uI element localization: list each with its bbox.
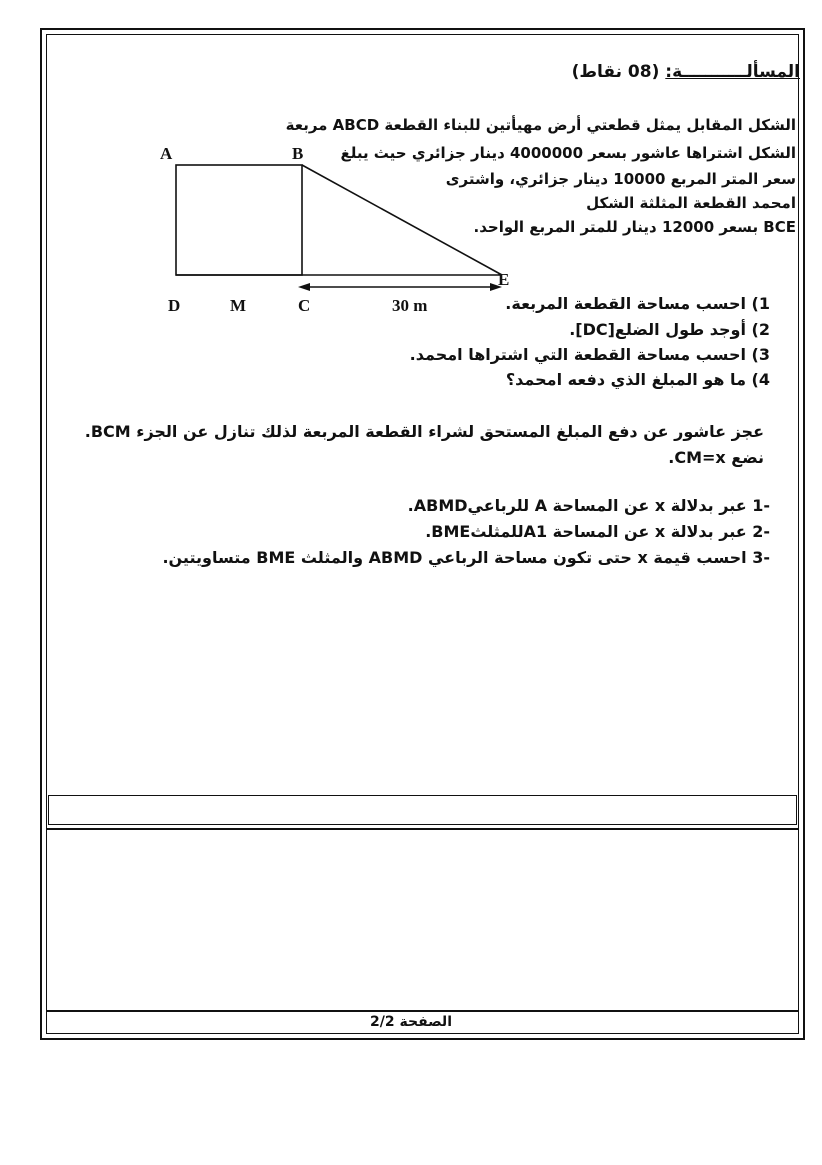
section-divider bbox=[46, 828, 799, 830]
dimension-arrow-left bbox=[298, 283, 310, 291]
question-2: 2) أوجد طول الضلع[DC]. bbox=[569, 320, 770, 339]
question-4: 4) ما هو المبلغ الذي دفعه امحمد؟ bbox=[505, 370, 770, 389]
intro-line-4: امحمد القطعة المثلثة الشكل bbox=[586, 194, 796, 212]
problem-points: (08 نقاط) bbox=[571, 62, 660, 82]
intro-line-5: BCE بسعر 12000 دينار للمتر المربع الواحد. bbox=[473, 218, 796, 236]
dimension-label: 30 m bbox=[392, 296, 428, 315]
footer-divider bbox=[46, 1010, 799, 1012]
geometry-figure bbox=[150, 140, 530, 320]
part2-item-2: -2 عبر بدلالة x عن المساحة A1للمثلثBME. bbox=[425, 522, 770, 541]
label-a: A bbox=[160, 144, 173, 163]
problem-title bbox=[572, 62, 800, 82]
label-m: M bbox=[230, 296, 247, 315]
intro-line-3: سعر المتر المربع 10000 دينار جزائري، واشترى bbox=[445, 170, 796, 188]
label-e: E bbox=[498, 270, 510, 289]
part2-item-1: -1 عبر بدلالة x عن المساحة A للرباعيABMD. bbox=[407, 496, 770, 515]
label-b: B bbox=[292, 144, 304, 163]
question-1: 1) احسب مساحة القطعة المربعة. bbox=[505, 294, 770, 313]
blank-strip bbox=[48, 795, 797, 825]
part2-line-2: نضع CM=x. bbox=[668, 448, 764, 467]
square-abcd bbox=[176, 165, 302, 275]
hypotenuse-be bbox=[302, 165, 502, 275]
part2-line-1: عجز عاشور عن دفع المبلغ المستحق لشراء القطعة المربعة لذلك تنازل عن الجزء BCM. bbox=[84, 422, 764, 441]
problem-title-word: المسألـــــــــــة: bbox=[665, 62, 800, 82]
label-c: C bbox=[298, 296, 311, 315]
intro-line-1: الشكل المقابل يمثل قطعتي أرض مهيأتين للبناء القطعة ABCD مربعة bbox=[285, 116, 796, 134]
part2-item-3: -3 احسب قيمة x حتى تكون مساحة الرباعي ABMD والمثلث BME متساويتين. bbox=[162, 548, 770, 567]
label-d: D bbox=[168, 296, 181, 315]
intro-line-2: الشكل اشتراها عاشور بسعر 4000000 دينار جزائري حيث يبلغ bbox=[340, 144, 796, 162]
question-3: 3) احسب مساحة القطعة التي اشتراها امحمد. bbox=[409, 345, 770, 364]
page-number: الصفحة 2/2 bbox=[370, 1014, 452, 1030]
